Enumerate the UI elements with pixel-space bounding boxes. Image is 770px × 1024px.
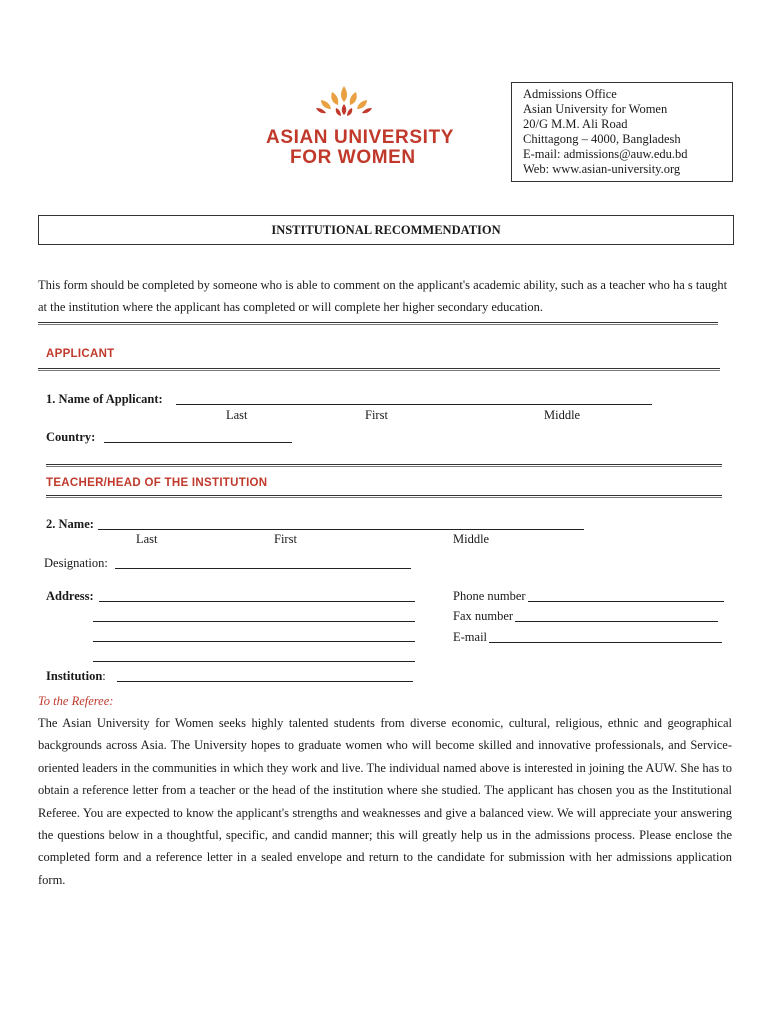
applicant-name-label: 1. Name of Applicant: [46,392,163,406]
country-label: Country: [46,430,96,444]
teacher-first-label: First [274,532,297,546]
divider [38,368,720,371]
institution-label: Institution [46,669,103,683]
teacher-last-label: Last [136,532,158,546]
applicant-middle-label: Middle [544,408,581,422]
university-logo-icon [312,84,376,124]
designation-field[interactable] [115,568,411,569]
institution-field[interactable] [117,681,413,682]
divider [38,322,718,325]
fax-label: Fax number [453,609,514,623]
address-email: E-mail: admissions@auw.edu.bd [523,147,688,161]
address-line: Admissions Office [523,87,617,101]
address-line: Asian University for Women [523,102,668,116]
referee-paragraph: The Asian University for Women seeks highly talented students from diverse economic, cultural, religious, ethnic and geographical backgrounds across Asia. The University hopes to graduate women who will become skilled and innovative professionals, and Service-oriented leaders in the communities in which they work and live. The individual named above is interested in joining the AUW. She has to obtain a reference letter from a teacher or the head of the institution where she studied. The applicant has chosen you as the Institutional Referee. You are expected to know the applicant's strengths and weaknesses and give a balanced view. We will appreciate your answering the questions below in a thoughtful, specific, and candid manner; this will greatly help us in the admissions process. Please enclose the completed form and a reference letter in a sealed envelope and return to the candidate for submission with her admissions application form. [38,716,732,887]
address-field-line1[interactable] [99,601,415,602]
teacher-name-field[interactable] [98,529,584,530]
teacher-heading: TEACHER/HEAD OF THE INSTITUTION [46,477,268,489]
address-line: 20/G M.M. Ali Road [523,117,628,131]
applicant-name-field[interactable] [176,404,652,405]
fax-field[interactable] [515,621,718,622]
institution-label-wrap [46,669,106,684]
email-field[interactable] [489,642,722,643]
divider [46,495,722,498]
phone-label: Phone number [453,589,526,603]
email-label: E-mail [453,630,488,644]
address-field-line3[interactable] [93,641,415,642]
intro-paragraph: This form should be completed by someone who is able to comment on the applicant's academic ability, such as a teacher who ha s taught at the institution where the applicant has completed or will complete her higher secondary education. [38,278,728,315]
form-title: INSTITUTIONAL RECOMMENDATION [38,215,734,245]
address-line: Chittagong – 4000, Bangladesh [523,132,681,146]
teacher-middle-label: Middle [453,532,490,546]
logo-text-line1: ASIAN UNIVERSITY [266,127,455,148]
applicant-heading: APPLICANT [46,348,115,360]
address-box [511,82,733,182]
referee-heading: To the Referee: [38,694,114,708]
teacher-name-label: 2. Name: [46,517,94,531]
applicant-last-label: Last [226,408,248,422]
institution-colon: : [102,669,106,683]
designation-label: Designation: [44,556,108,570]
address-label: Address: [46,589,94,603]
logo-text-line2: FOR WOMEN [290,147,416,168]
address-web: Web: www.asian-university.org [523,162,681,176]
phone-field[interactable] [528,601,724,602]
country-field[interactable] [104,442,292,443]
divider [46,464,722,467]
address-field-line4[interactable] [93,661,415,662]
applicant-first-label: First [365,408,388,422]
address-field-line2[interactable] [93,621,415,622]
